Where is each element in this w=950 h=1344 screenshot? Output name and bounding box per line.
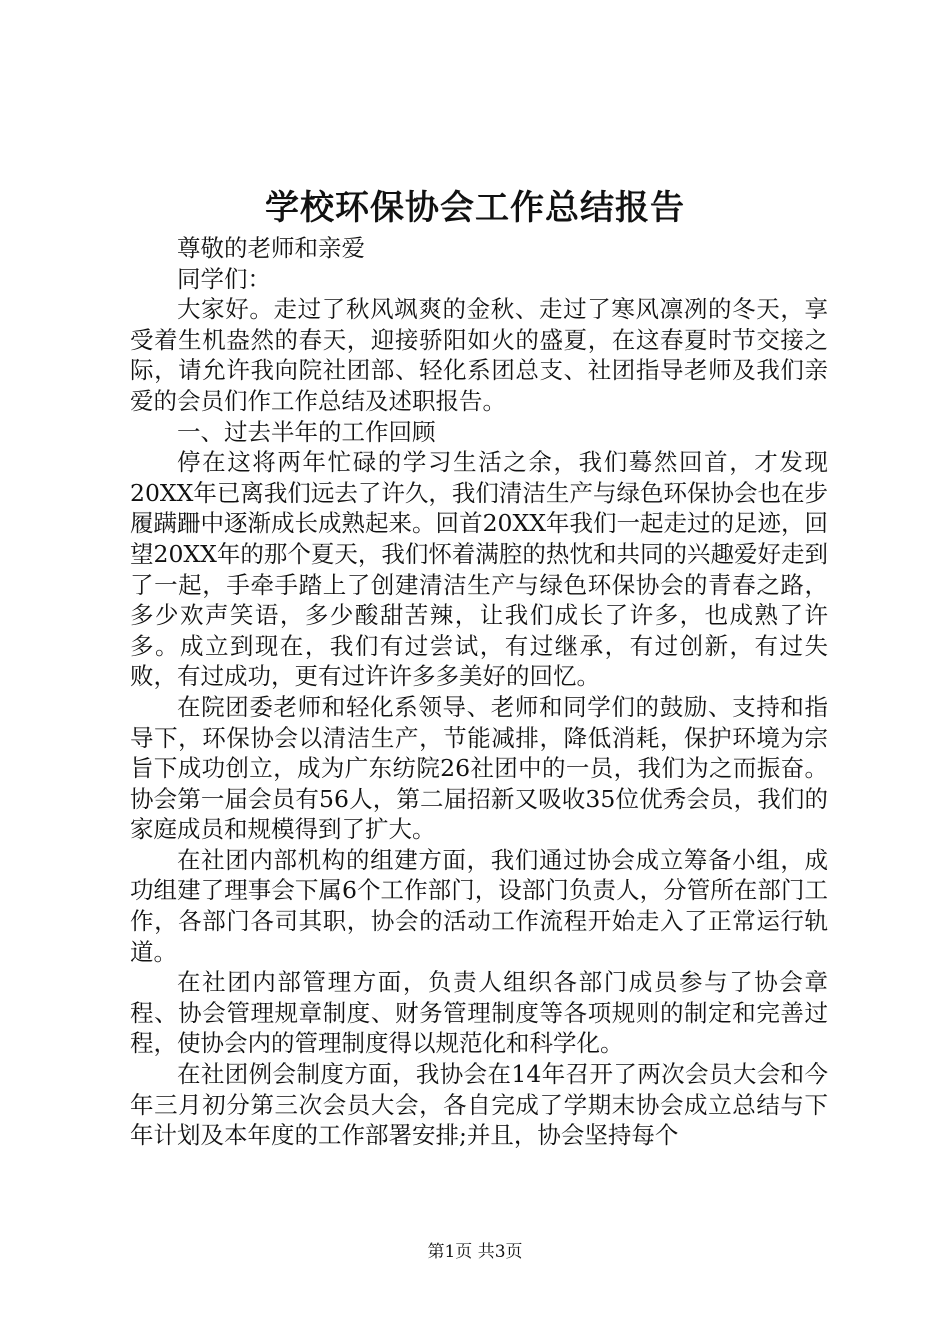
paragraph-organization: 在社团内部机构的组建方面，我们通过协会成立筹备小组，成功组建了理事会下属6个工作部门，设部门负责人，分管所在部门工作，各部门各司其职，协会的活动工作流程开始走入了正常运行轨道。 [130, 845, 828, 966]
paragraph-greeting: 大家好。走过了秋风飒爽的金秋、走过了寒风凛冽的冬天，享受着生机盎然的春天，迎接骄阳如火的盛夏，在这春夏时节交接之际，请允许我向院社团部、轻化系团总支、社团指导老师及我们亲爱的会员们作工作总结及述职报告。 [130, 295, 828, 415]
document-title: 学校环保协会工作总结报告 [265, 188, 685, 228]
paragraph-salutation-2: 同学们： [177, 264, 271, 293]
paragraph-management: 在社团内部管理方面，负责人组织各部门成员参与了协会章程、协会管理规章制度、财务管理制度等各项规则的制定和完善过程，使协会内的管理制度得以规范化和科学化。 [130, 968, 828, 1058]
document-body [130, 233, 828, 1151]
paragraph-salutation-1: 尊敬的老师和亲爱 [177, 234, 365, 262]
paragraph-review: 停在这将两年忙碌的学习生活之余，我们蓦然回首，才发现20XX年已离我们远去了许久，我们清洁生产与绿色环保协会也在步履蹒跚中逐渐成长成熟起来。回首20XX年我们一起走过的足迹，回望20XX年的那个夏天，我们怀着满腔的热忱和共同的兴趣爱好走到了一起，手牵手踏上了创建清洁生产与绿色环保协会的青春之路，多少欢声笑语，多少酸甜苦辣，让我们成长了许多，也成熟了许多。成立到现在，我们有过尝试，有过继承，有过创新，有过失败，有过成功，更有过许许多多美好的回忆。 [130, 448, 828, 691]
section-heading: 一、过去半年的工作回顾 [177, 417, 436, 446]
page-number-footer: 第1页 共3页 [427, 1242, 523, 1262]
paragraph-founding: 在院团委老师和轻化系领导、老师和同学们的鼓励、支持和指导下，环保协会以清洁生产，节能减排，降低消耗，保护环境为宗旨下成功创立，成为广东纺院26社团中的一员，我们为之而振奋。协会第一届会员有56人，第二届招新又吸收35位优秀会员，我们的家庭成员和规模得到了扩大。 [130, 692, 828, 844]
paragraph-meetings: 在社团例会制度方面，我协会在14年召开了两次会员大会和今年三月初分第三次会员大会，各自完成了学期末协会成立总结与下年计划及本年度的工作部署安排;并且，协会坚持每个 [130, 1060, 828, 1150]
